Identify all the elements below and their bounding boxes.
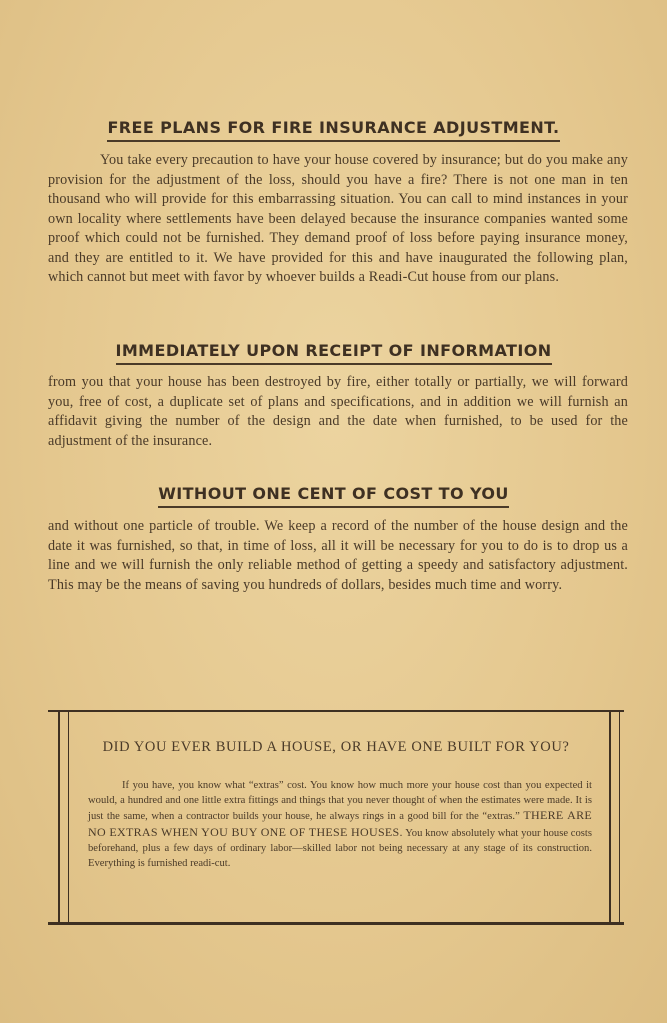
heading-without-one-cent: WITHOUT ONE CENT OF COST TO YOU [0, 484, 667, 508]
callout-title: DID YOU EVER BUILD A HOUSE, OR HAVE ONE BUILT FOR YOU? [102, 739, 570, 755]
paragraph-receipt: from you that your house has been destroyed by fire, either totally or partially, we will forward you, free of cost, a duplicate set of plans and specifications, and in addition we will furnish an affidavit giving the number of the design and the date when furnished, to be used for the adjustment of the insurance. [48, 374, 628, 449]
callout-body-part2: You know absolutely what your house costs beforehand, plus a few days of ordinary labor—skilled labor not being necessary at any stage of its construction. Everything is furnished readi-cut. [88, 827, 592, 870]
callout-body-caps: THERE ARE NO EXTRAS WHEN YOU BUY ONE OF THESE HOUSES. [88, 808, 592, 839]
callout-body [88, 778, 592, 871]
extras-callout-box [48, 710, 624, 925]
paragraph-without-cost: and without one particle of trouble. We keep a record of the number of the house design and the date it was furnished, so that, in time of loss, all it will be necessary for you to do is to drop us a line and we will furnish the only reliable method of getting a speedy and satisfactory adjustment. This may be the means of saving you hundreds of dollars, besides much time and worry. [48, 518, 628, 593]
callout-body-part1: If you have, you know what “extras” cost. You know how much more your house cost than you expected it would, a hundred and one little extra fittings and things that you never thought of when the estimates were made. It is just the same, when a contractor builds your house, he always rings in a good bill for the “extras.” [88, 780, 592, 823]
paragraph-free-plans: You take every precaution to have your house covered by insurance; but do you make any provision for the adjustment of the loss, should you have a fire? There is not one man in ten thousand who will provide for this embarrassing situation. You can call to mind instances in your own locality where settlements have been delayed because the insurance companies wanted some proof which could not be furnished. They demand proof of loss before paying insurance money, and they are entitled to it. We have provided for this and have inaugurated the following plan, which cannot but meet with favor by whoever builds a Readi-Cut house from our plans. [48, 152, 628, 285]
heading-immediately-upon-receipt: IMMEDIATELY UPON RECEIPT OF INFORMATION [0, 341, 667, 365]
heading-free-plans: FREE PLANS FOR FIRE INSURANCE ADJUSTMENT. [0, 118, 667, 142]
